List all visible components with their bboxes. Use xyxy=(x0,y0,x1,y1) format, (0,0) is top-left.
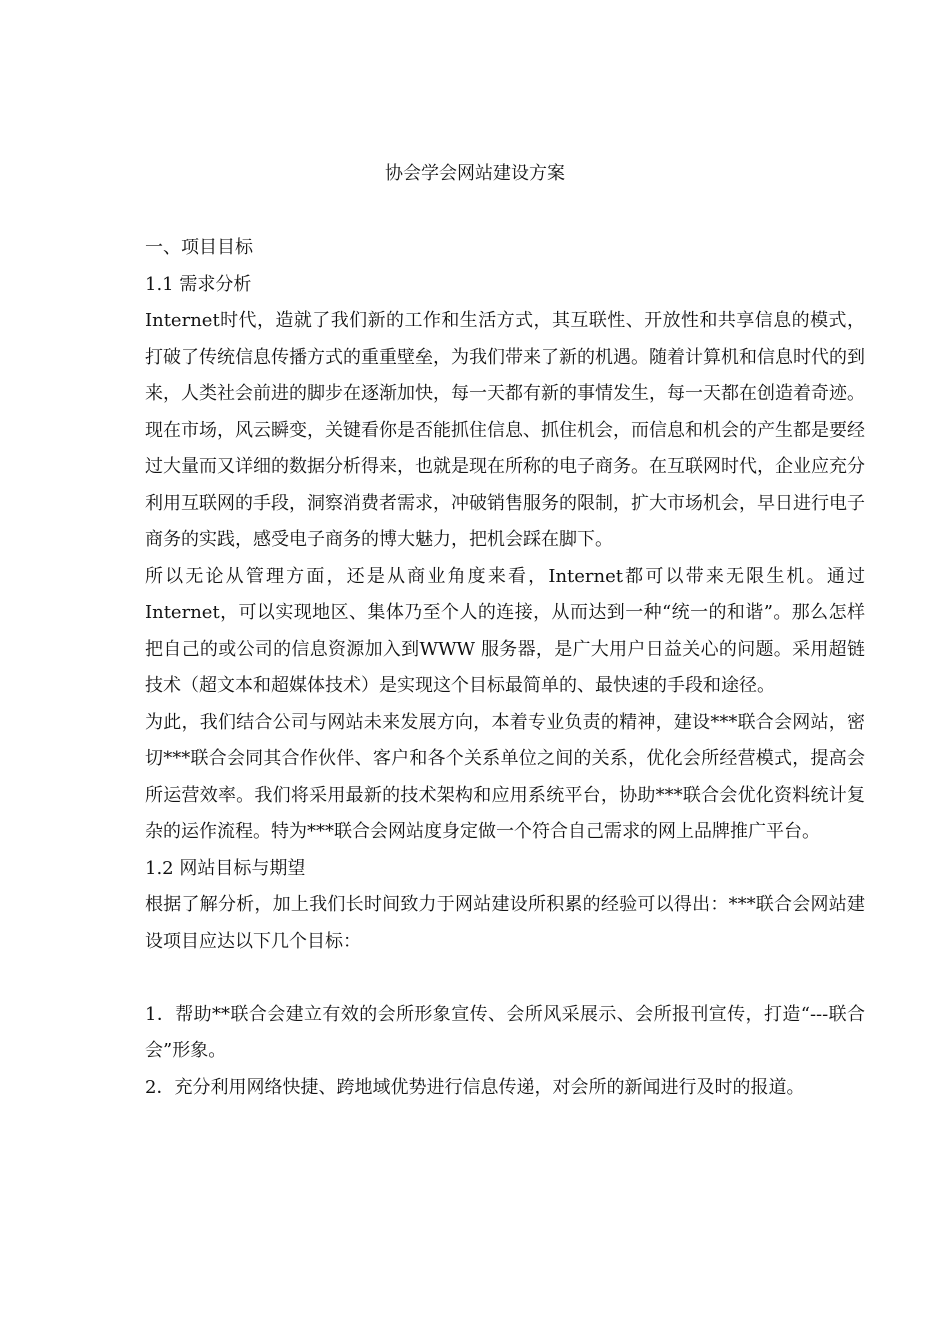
paragraph: 现在市场，风云瞬变，关键看你是否能抓住信息、抓住机会，而信息和机会的产生都是要经过大量而又详细的数据分析得来，也就是现在所称的电子商务。在互联网时代，企业应充分利用互联网的手段，洞察消费者需求，冲破销售服务的限制，扩大市场机会，早日进行电子商务的实践，感受电子商务的博大魅力，把机会踩在脚下。 xyxy=(145,419,865,550)
list-item: 1．帮助**联合会建立有效的会所形象宣传、会所风采展示、会所报刊宣传，打造“---联合会”形象。 xyxy=(145,1003,865,1061)
paragraph: 为此，我们结合公司与网站未来发展方向，本着专业负责的精神，建设***联合会网站，密切***联合会同其合作伙伴、客户和各个关系单位之间的关系，优化会所经营模式，提高会所运营效率。我们将采用最新的技术架构和应用系统平台，协助***联合会优化资料统计复杂的运作流程。特为***联合会网站度身定做一个符合自己需求的网上品牌推广平台。 xyxy=(145,711,865,842)
document-body xyxy=(145,230,865,1106)
subsection-heading: 1.1 需求分析 xyxy=(145,273,252,295)
document-title: 协会学会网站建设方案 xyxy=(385,163,565,184)
paragraph: 所以无论从管理方面，还是从商业角度来看，Internet都可以带来无限生机。通过Internet，可以实现地区、集体乃至个人的连接，从而达到一种“统一的和谐”。那么怎样把自己的或公司的信息资源加入到WWW 服务器，是广大用户日益关心的问题。采用超链技术（超文本和超媒体技术）是实现这个目标最简单的、最快速的手段和途径。 xyxy=(145,565,865,696)
paragraph: Internet时代，造就了我们新的工作和生活方式，其互联性、开放性和共享信息的模式，打破了传统信息传播方式的重重壁垒，为我们带来了新的机遇。随着计算机和信息时代的到来，人类社会前进的脚步在逐渐加快，每一天都有新的事情发生，每一天都在创造着奇迹。 xyxy=(145,310,865,404)
blank-line xyxy=(145,960,865,997)
subsection-heading: 1.2 网站目标与期望 xyxy=(145,857,306,879)
section-heading: 一、项目目标 xyxy=(145,237,253,258)
list-item: 2．充分利用网络快捷、跨地域优势进行信息传递，对会所的新闻进行及时的报道。 xyxy=(145,1076,805,1098)
paragraph: 根据了解分析，加上我们长时间致力于网站建设所积累的经验可以得出：***联合会网站建设项目应达以下几个目标： xyxy=(145,894,865,952)
